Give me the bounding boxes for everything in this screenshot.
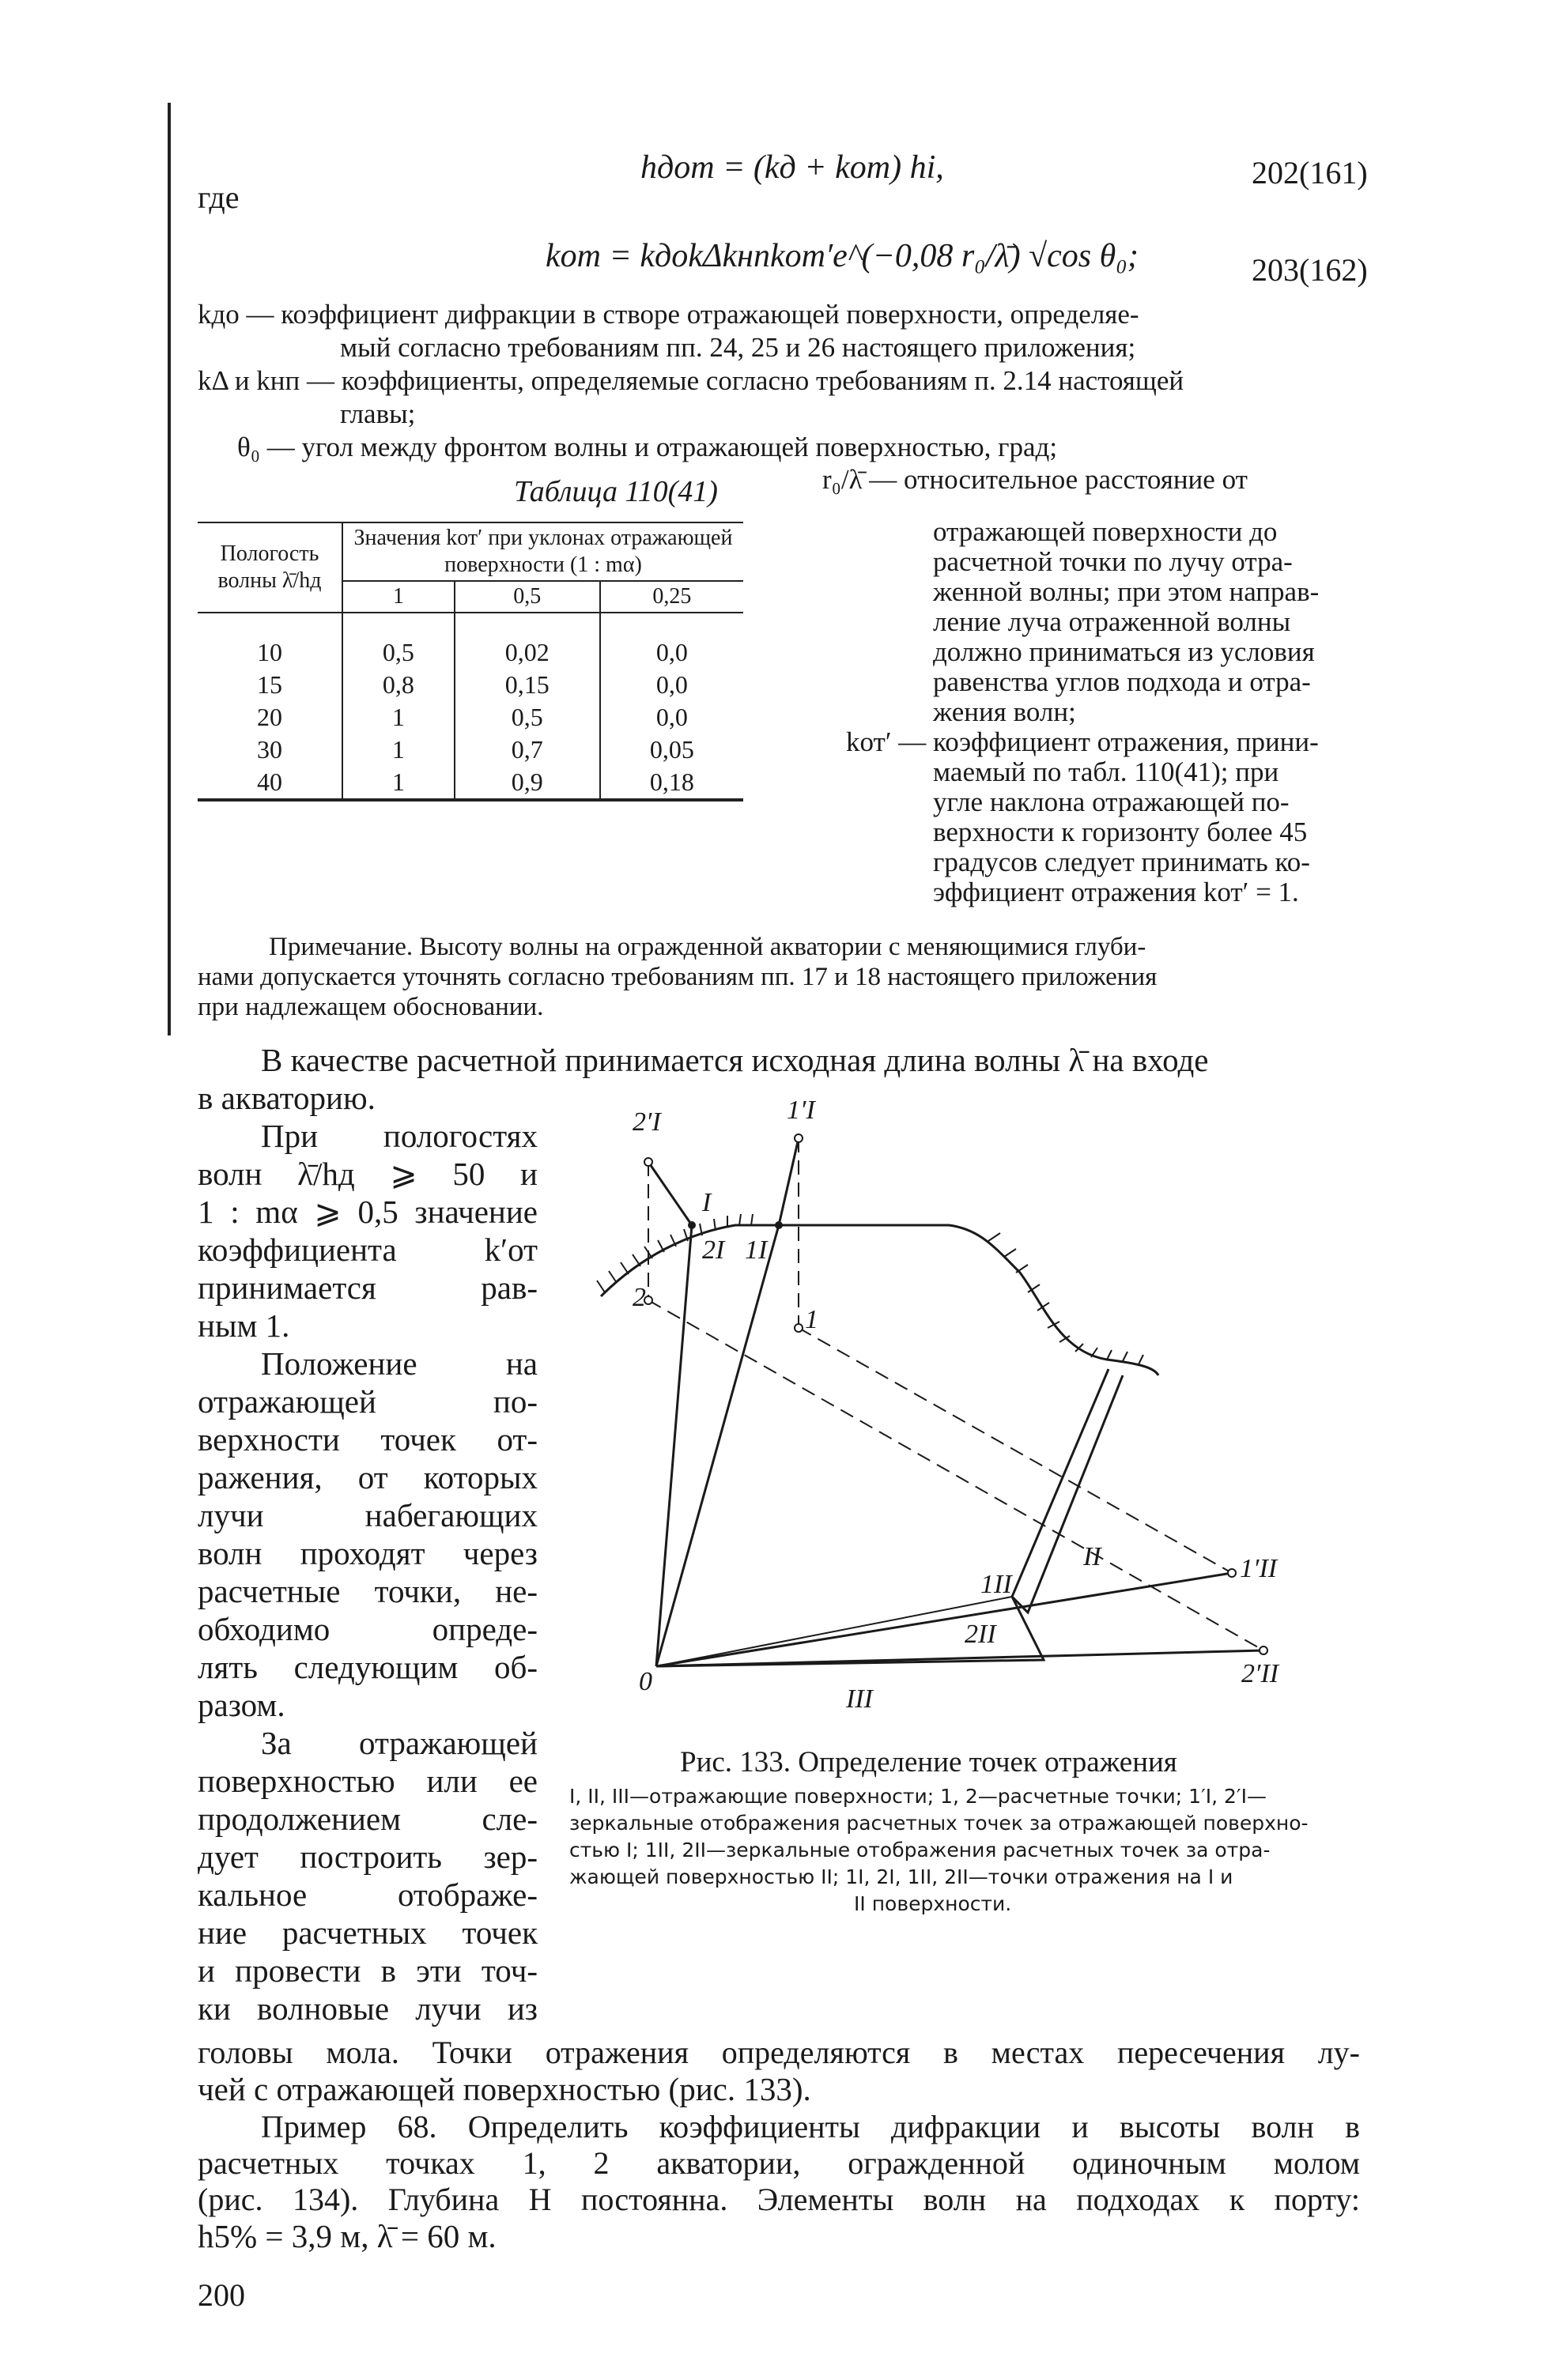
point-p2II <box>1260 1646 1267 1654</box>
label-2: 2 <box>633 1283 646 1312</box>
column-line: волн λ̄/hд ⩾ 50 и <box>198 1156 538 1192</box>
right-def-line: отражающей поверхности до <box>933 516 1278 547</box>
column-line: ным 1. <box>198 1307 290 1344</box>
column-line: ражения, от которых <box>198 1459 538 1496</box>
definition-line: kдо — коэффициент дифракции в створе отражающей поверхности, определяе- <box>198 299 1139 330</box>
ray-2I-p2I <box>648 1162 692 1225</box>
coastline <box>601 1225 1158 1375</box>
right-def-line: r₀/λ̄ — относительное расстояние от <box>822 464 1248 495</box>
col-header-steepness: Пологость волны λ̄/hд <box>198 522 342 613</box>
point-1I <box>775 1221 783 1229</box>
figure-caption-line: зеркальные отображения расчетных точек за отражающей поверхно- <box>569 1812 1309 1835</box>
column-line: лучи набегающих <box>198 1497 538 1533</box>
table-row: 10 0,5 0,02 0,0 <box>198 636 743 669</box>
paragraph-line: В качестве расчетной принимается исходная длина волны λ̄ на входе <box>261 1042 1209 1078</box>
subheader: 0,25 <box>600 581 743 613</box>
column-line: разом. <box>198 1687 285 1723</box>
figure-caption-line: II поверхности. <box>854 1892 1012 1915</box>
subheader: 1 <box>342 581 455 613</box>
note-line: Примечание. Высоту волны на огражденной акватории с меняющимися глуби- <box>269 933 1146 961</box>
label-p1I: 1′I <box>787 1096 815 1125</box>
formula-203: kот = kдоkΔkнпkот′e^(−0,08 r₀/λ̄) √cos θ₀; <box>546 238 1139 274</box>
column-line: и провести в эти точ- <box>198 1952 538 1989</box>
column-line: волн проходят через <box>198 1535 538 1571</box>
margin-bar <box>168 103 171 1035</box>
mirror-line-2-II <box>648 1300 1263 1650</box>
formula-202: hдот = (kд + kот) hi, <box>640 149 944 186</box>
right-def-line: равенства углов подхода и отра- <box>933 666 1311 697</box>
ray-O-p2II <box>656 1650 1263 1666</box>
where-label: где <box>198 179 240 215</box>
right-def-line: верхности к горизонту более 45 <box>933 817 1308 847</box>
column-line: поверхностью или ее <box>198 1763 538 1799</box>
reflection-coefficient-table <box>198 522 743 802</box>
column-line: обходимо опреде- <box>198 1611 538 1647</box>
label-surface-III: III <box>846 1684 873 1714</box>
label-1I: 1I <box>745 1235 768 1265</box>
right-def-line: эффициент отражения kот′ = 1. <box>933 877 1299 907</box>
definition-line: θ₀ — угол между фронтом волны и отражающей поверхностью, град; <box>237 432 1058 462</box>
point-p1I <box>795 1134 803 1142</box>
table-row: 15 0,8 0,15 0,0 <box>198 669 743 701</box>
right-def-line: kот′ — коэффициент отражения, прини- <box>846 726 1319 757</box>
table-row: 30 1 0,7 0,05 <box>198 734 743 766</box>
definition-line: kΔ и kнп — коэффициенты, определяемые согласно требованиям п. 2.14 настоящей <box>198 365 1184 396</box>
label-O: 0 <box>639 1667 652 1696</box>
column-line: При пологостях <box>261 1118 538 1154</box>
figure-caption-line: I, II, III—отражающие поверхности; 1, 2—расчетные точки; 1′I, 2′I— <box>569 1785 1267 1808</box>
figure-133-diagram <box>569 1091 1360 1739</box>
right-def-line: маемый по табл. 110(41); при <box>933 756 1279 787</box>
paragraph-line: чей с отражающей поверхностью (рис. 133). <box>198 2071 811 2107</box>
column-line: ки волновые лучи из <box>198 1990 538 2027</box>
right-def-line: должно приниматься из условия <box>933 636 1315 667</box>
label-1II: 1II <box>980 1570 1012 1599</box>
column-line: коэффициента k′от <box>198 1231 538 1268</box>
right-def-line: угле наклона отражающей по- <box>933 786 1290 817</box>
label-p2II: 2′II <box>1241 1659 1279 1688</box>
column-line: лять следующим об- <box>198 1649 538 1685</box>
eq-number-202: 202(161) <box>1252 155 1368 190</box>
example-line: (рис. 134). Глубина H постоянна. Элементы волн на подходах к порту: <box>198 2182 1360 2217</box>
column-line: верхности точек от- <box>198 1421 538 1458</box>
definition-line: мый согласно требованиям пп. 24, 25 и 26 настоящего приложения; <box>340 332 1136 363</box>
ray-O-p1II <box>656 1573 1232 1666</box>
label-p1II: 1′II <box>1240 1554 1278 1583</box>
right-def-line: женной волны; при этом направ- <box>933 576 1320 607</box>
point-1 <box>795 1324 803 1332</box>
table-title: Таблица 110(41) <box>514 475 718 508</box>
surface-II <box>1012 1369 1123 1612</box>
coast-hatching <box>597 1214 1143 1364</box>
label-1: 1 <box>805 1305 818 1334</box>
column-line: ние расчетных точек <box>198 1914 538 1951</box>
right-def-line: жения волн; <box>933 696 1076 727</box>
definition-line: главы; <box>340 398 416 429</box>
label-2I: 2I <box>702 1235 725 1265</box>
right-def-line: ление луча отраженной волны <box>933 606 1291 637</box>
point-2I <box>688 1221 696 1229</box>
paragraph-line: головы мола. Точки отражения определяются в местах пересечения лу- <box>198 2035 1360 2070</box>
right-def-line: градусов следует принимать ко- <box>933 847 1310 877</box>
group-header: Значения kот′ при уклонах отражающей поверхности (1 : mα) <box>342 522 743 581</box>
column-line: За отражающей <box>261 1725 538 1761</box>
note-line: при надлежащем обосновании. <box>198 993 544 1021</box>
figure-caption-line: жающей поверхностью II; 1I, 2I, 1II, 2II—точки отражения на I и <box>569 1865 1233 1888</box>
table-row: 40 1 0,9 0,18 <box>198 766 743 800</box>
example-line: h5% = 3,9 м, λ̄ = 60 м. <box>198 2218 497 2254</box>
eq-number-203: 203(162) <box>1252 252 1368 288</box>
label-p2I: 2′I <box>633 1107 661 1137</box>
column-line: принимается рав- <box>198 1269 538 1306</box>
example-line: Пример 68. Определить коэффициенты дифракции и высоты волн в <box>261 2109 1360 2144</box>
figure-caption-title: Рис. 133. Определение точек отражения <box>680 1746 1177 1778</box>
point-p1II <box>1228 1569 1236 1577</box>
table-row: 20 1 0,5 0,0 <box>198 701 743 734</box>
column-line: 1 : mα ⩾ 0,5 значение <box>198 1194 538 1230</box>
subheader: 0,5 <box>455 581 600 613</box>
page-number: 200 <box>198 2277 245 2313</box>
column-line: кальное отображе- <box>198 1876 538 1913</box>
column-line: дует построить зер- <box>198 1839 538 1875</box>
example-line: расчетных точках 1, 2 акватории, огражденной одиночным молом <box>198 2145 1360 2181</box>
point-p2I <box>644 1158 652 1166</box>
column-line: продолжением сле- <box>198 1801 538 1837</box>
note-line: нами допускается уточнять согласно требованиям пп. 17 и 18 настоящего приложения <box>198 963 1158 991</box>
label-2II: 2II <box>965 1620 996 1649</box>
ray-O-1II <box>656 1597 1012 1666</box>
paragraph-line: в акваторию. <box>198 1080 376 1116</box>
column-line: отражающей по- <box>198 1383 538 1420</box>
label-surface-I: I <box>702 1188 712 1217</box>
figure-caption-line: стью I; 1II, 2II—зеркальные отображения расчетных точек за отра- <box>569 1839 1271 1861</box>
ray-1I-p1I <box>779 1138 799 1225</box>
right-def-line: расчетной точки по лучу отра- <box>933 546 1293 577</box>
column-line: расчетные точки, не- <box>198 1573 538 1609</box>
column-line: Положение на <box>261 1345 538 1382</box>
label-surface-II: II <box>1083 1542 1101 1571</box>
mirror-line-1-II <box>799 1328 1232 1573</box>
